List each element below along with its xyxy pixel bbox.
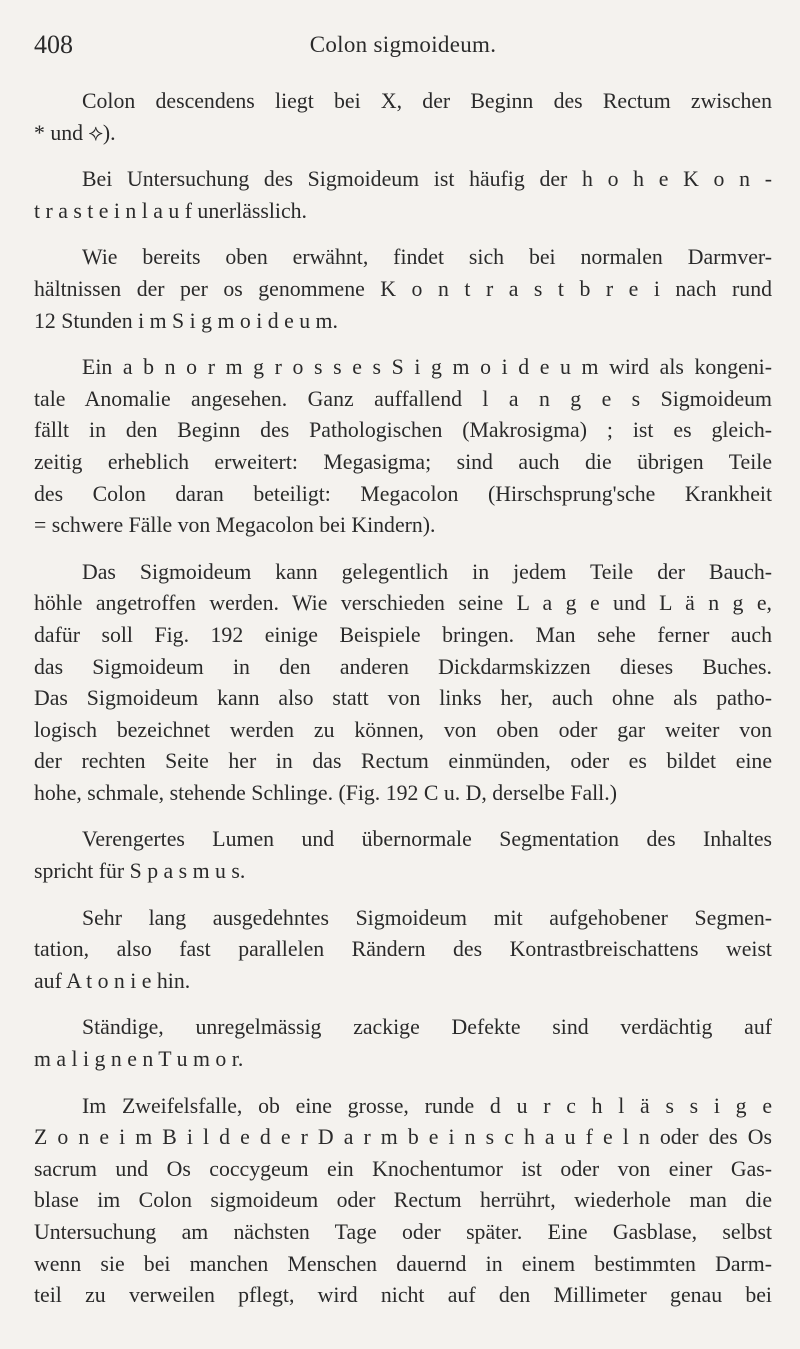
text-line: teil zu verweilen pflegt, wird nicht auf den Millimeter genau bei (34, 1283, 772, 1308)
paragraph (34, 1012, 772, 1075)
running-title: Colon sigmoideum. (309, 32, 497, 57)
paragraph (34, 164, 772, 227)
text-line: m a l i g n e n T u m o r. (34, 1047, 244, 1072)
text-line: Verengertes Lumen und übernormale Segmentation des Inhaltes (82, 827, 772, 852)
text-line: sacrum und Os coccygeum ein Knochentumor ist oder von einer Gas- (34, 1156, 772, 1181)
page-header (34, 30, 772, 66)
text-line: dafür soll Fig. 192 einige Beispiele bringen. Man sehe ferner auch (34, 622, 772, 647)
text-line: 12 Stunden i m S i g m o i d e u m. (34, 308, 338, 333)
text-line: Untersuchung am nächsten Tage oder später. Eine Gasblase, selbst (34, 1220, 772, 1244)
text-line: Im Zweifelsfalle, ob eine grosse, runde d u r c h l ä s s i g e (82, 1093, 772, 1118)
text-line: der rechten Seite her in das Rectum einmünden, oder es bildet eine (34, 749, 772, 774)
paragraph (34, 557, 772, 810)
text-line: blase im Colon sigmoideum oder Rectum herrührt, wiederhole man die (34, 1188, 772, 1213)
text-line: zeitig erheblich erweitert: Megasigma; sind auch die übrigen Teile (34, 449, 772, 474)
paragraph (34, 352, 772, 542)
text-line: hohe, schmale, stehende Schlinge. (Fig. 192 C u. D, derselbe Fall.) (34, 780, 617, 805)
paragraph (34, 1091, 772, 1312)
text-line: des Colon daran beteiligt: Megacolon (Hirschsprung'sche Krankheit (34, 481, 772, 506)
text-line: Colon descendens liegt bei X, der Beginn des Rectum zwischen (82, 89, 772, 113)
page-number: 408 (34, 30, 73, 59)
text-line: logisch bezeichnet werden zu können, von oben oder gar weiter von (34, 717, 772, 742)
text-line: tale Anomalie angesehen. Ganz auffallend l a n g e s Sigmoideum (34, 386, 772, 411)
text-line: hältnissen der per os genommene K o n t r a s t b r e i nach rund (34, 276, 772, 301)
text-line: * und ⟡). (34, 120, 116, 145)
text-line: Das Sigmoideum kann gelegentlich in jedem Teile der Bauch- (82, 559, 772, 584)
text-line: Das Sigmoideum kann also statt von links her, auch ohne als patho- (34, 686, 772, 711)
text-line: Wie bereits oben erwähnt, findet sich bei normalen Darmver- (82, 245, 772, 270)
text-line: höhle angetroffen werden. Wie verschieden seine L a g e und L ä n g e, (34, 591, 772, 616)
text-line: = schwere Fälle von Megacolon bei Kindern). (34, 513, 436, 538)
text-line: spricht für S p a s m u s. (34, 859, 246, 884)
text-line: tation, also fast parallelen Rändern des Kontrastbreischattens weist (34, 937, 772, 962)
text-line: t r a s t e i n l a u f unerlässlich. (34, 198, 307, 223)
text-line: das Sigmoideum in den anderen Dickdarmskizzen dieses Buches. (34, 654, 772, 679)
text-line: Bei Untersuchung des Sigmoideum ist häufig der h o h e K o n - (82, 167, 772, 192)
paragraph (34, 903, 772, 998)
paragraph (34, 86, 772, 149)
body-text (34, 86, 772, 1327)
text-line: wenn sie bei manchen Menschen dauernd in einem bestimmten Darm- (34, 1251, 772, 1276)
text-line: auf A t o n i e hin. (34, 968, 191, 993)
paragraph (34, 824, 772, 887)
paragraph (34, 242, 772, 337)
text-line: Ein a b n o r m g r o s s e s S i g m o i d e u m wird als kongeni- (82, 355, 772, 380)
text-line: fällt in den Beginn des Pathologischen (Makrosigma) ; ist es gleich- (34, 418, 772, 443)
text-line: Sehr lang ausgedehntes Sigmoideum mit aufgehobener Segmen- (82, 905, 772, 930)
text-line: Z o n e i m B i l d e d e r D a r m b e i n s c h a u f e l n oder des Os (34, 1125, 772, 1150)
text-line: Ständige, unregelmässig zackige Defekte sind verdächtig auf (82, 1015, 772, 1040)
